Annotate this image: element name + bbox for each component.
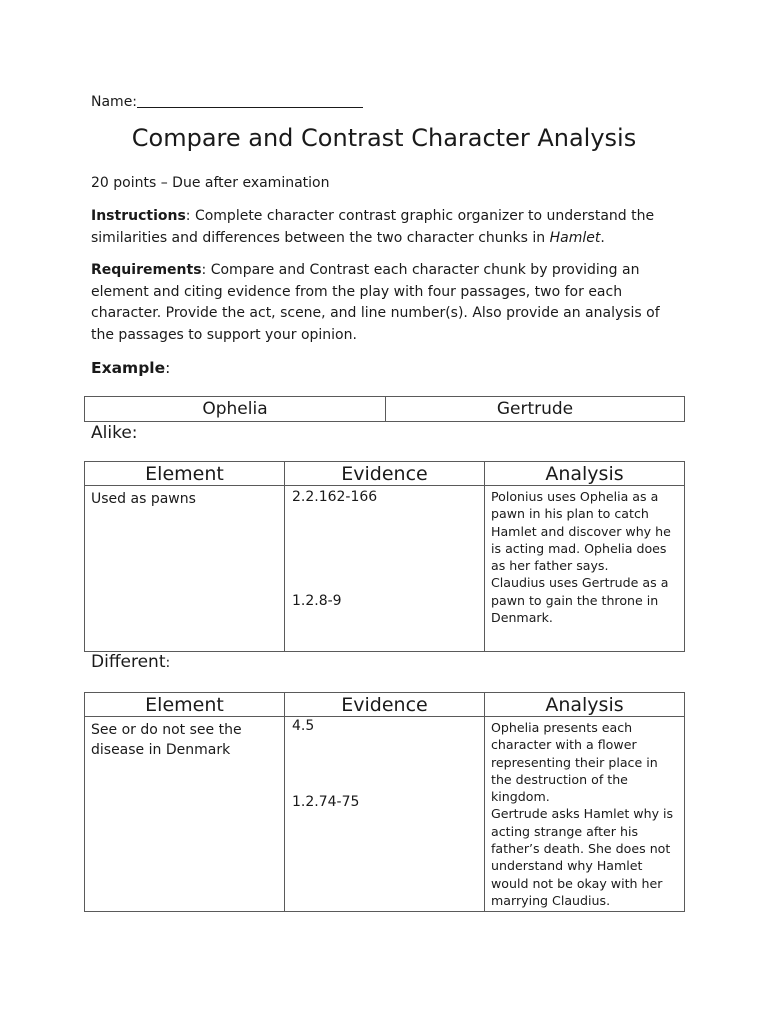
instructions-text: : Complete character contrast graphic organizer to understand the similarities and differences between the two character chunks in (91, 208, 655, 246)
requirements-paragraph (91, 260, 681, 346)
different-evidence-cell (285, 717, 485, 912)
different-label: Different (91, 652, 166, 672)
alike-analysis (485, 486, 684, 628)
different-analysis-1: Ophelia presents each character with a flower representing their place in the destruction of the kingdom. (491, 720, 658, 805)
different-analysis-2: Gertrude asks Hamlet why is acting strange after his father’s death. She does not understand why Hamlet would not be okay with her marrying Claudius. (491, 806, 674, 908)
different-table (84, 692, 685, 912)
alike-analysis-2: Claudius uses Gertrude as a pawn to gain the throne in Denmark. (491, 575, 669, 626)
name-field (91, 93, 363, 110)
different-element-cell (85, 717, 285, 912)
alike-evidence-1: 2.2.162-166 (292, 489, 378, 505)
different-heading (91, 652, 170, 672)
character-name-2: Gertrude (386, 397, 685, 422)
instructions-end: . (600, 229, 605, 246)
instructions-paragraph (91, 206, 681, 249)
header-element: Element (85, 693, 285, 717)
alike-label: Alike: (91, 423, 138, 443)
header-element: Element (85, 462, 285, 486)
header-evidence: Evidence (285, 693, 485, 717)
example-heading (91, 358, 681, 380)
alike-element-cell (85, 486, 285, 652)
requirements-label: Requirements (91, 262, 202, 278)
character-names-table (84, 396, 685, 422)
alike-analysis-1: Polonius uses Ophelia as a pawn in his plan to catch Hamlet and discover why he is acting mad. Ophelia does as her father says. (491, 489, 671, 574)
different-evidence-2: 1.2.74-75 (292, 794, 360, 810)
header-evidence: Evidence (285, 462, 485, 486)
example-label: Example (91, 359, 166, 377)
play-title: Hamlet (549, 229, 601, 246)
example-colon: : (165, 359, 171, 377)
different-analysis-cell (485, 717, 685, 912)
name-blank-line[interactable] (137, 93, 363, 108)
alike-table (84, 461, 685, 652)
different-evidence-1: 4.5 (292, 718, 315, 734)
alike-evidence-cell (285, 486, 485, 652)
character-name-1: Ophelia (85, 397, 386, 422)
alike-analysis-cell (485, 486, 685, 652)
page-title: Compare and Contrast Character Analysis (131, 124, 637, 152)
instructions-label: Instructions (91, 208, 186, 224)
name-label: Name: (91, 94, 138, 110)
header-analysis: Analysis (485, 693, 685, 717)
alike-element: Used as pawns (91, 491, 196, 507)
requirements-text: : Compare and Contrast each character chunk by providing an element and citing evidence from the play with four passages, two for each character. Provide the act, scene, and line number(s). Also provide an analysis of the passages to support your opinion. (91, 262, 660, 343)
different-colon: : (165, 655, 171, 671)
points-line: 20 points – Due after examination (91, 175, 330, 191)
different-analysis (485, 717, 684, 911)
alike-evidence-2: 1.2.8-9 (292, 593, 342, 609)
different-element: See or do not see the disease in Denmark (91, 722, 242, 758)
header-analysis: Analysis (485, 462, 685, 486)
